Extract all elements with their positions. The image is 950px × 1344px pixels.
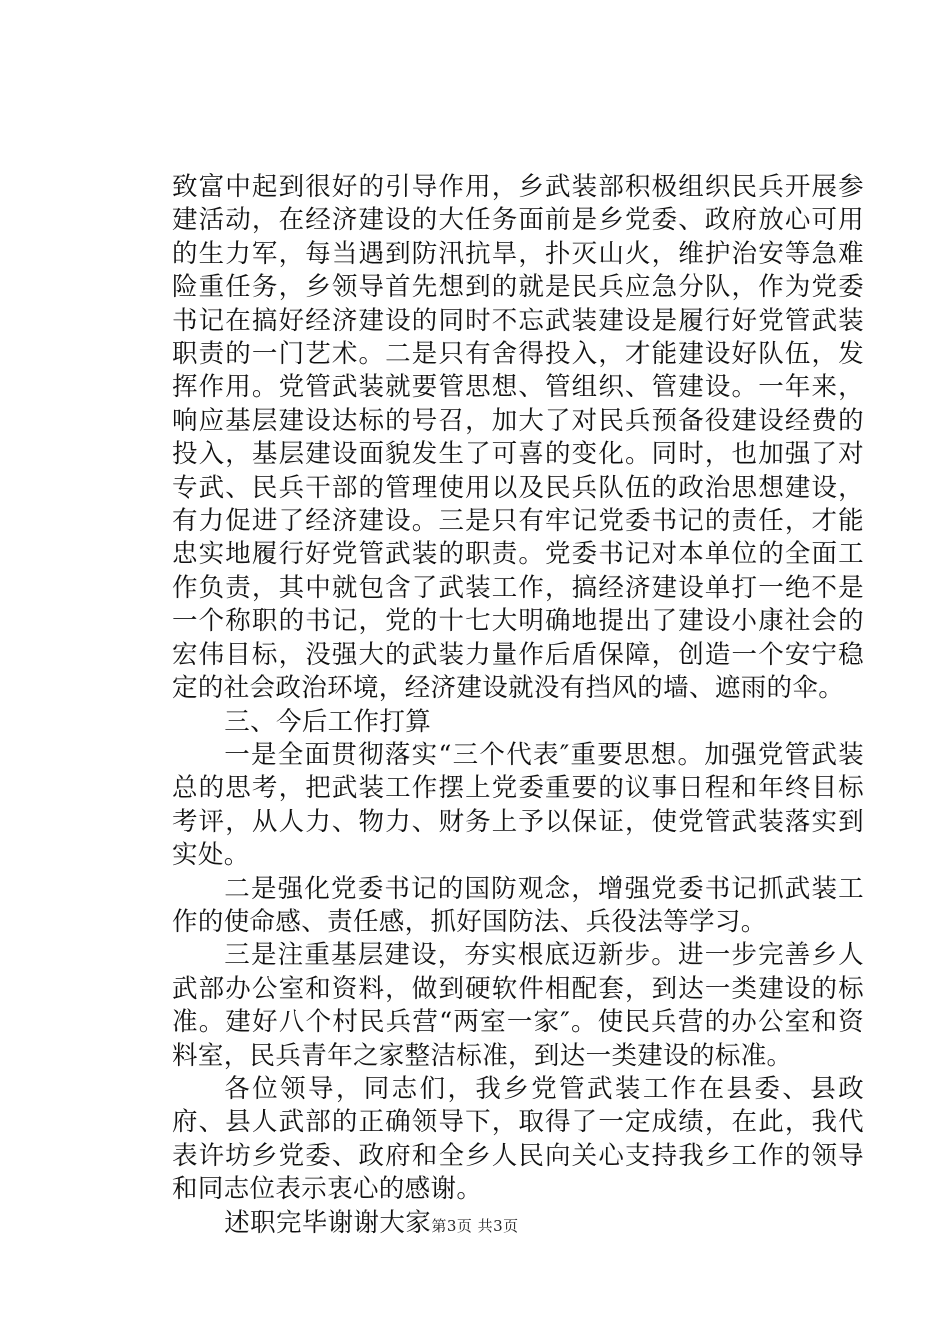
page-number-footer: 第3页 共3页 [431, 1217, 519, 1235]
body-paragraph: 一是全面贯彻落实“三个代表″重要思想。加强党管武装总的思考，把武装工作摆上党委重要的议事日程和年终目标考评，从人力、物力、财务上予以保证，使党管武装落实到实处。 [172, 739, 864, 871]
closing-line: 述职完毕谢谢大家 [224, 1207, 432, 1238]
body-paragraph: 二是强化党委书记的国防观念，增强党委书记抓武装工作的使命感、责任感，抓好国防法、兵役法等学习。 [172, 873, 864, 937]
document-body [172, 171, 864, 1240]
body-paragraph: 各位领导，同志们，我乡党管武装工作在县委、县政府、县人武部的正确领导下，取得了一定成绩，在此，我代表许坊乡党委、政府和全乡人民向关心支持我乡工作的领导和同志位表示衷心的感谢。 [172, 1073, 864, 1205]
section-heading: 三、今后工作打算 [224, 706, 432, 737]
body-paragraph: 致富中起到很好的引导作用，乡武装部积极组织民兵开展参建活动，在经济建设的大任务面前是乡党委、政府放心可用的生力军，每当遇到防汛抗旱，扑灭山火，维护治安等急难险重任务，乡领导首先想到的就是民兵应急分队，作为党委书记在搞好经济建设的同时不忘武装建设是履行好党管武装职责的一门艺术。二是只有舍得投入，才能建设好队伍，发挥作用。党管武装就要管思想、管组织、管建设。一年来，响应基层建设达标的号召，加大了对民兵预备役建设经费的投入，基层建设面貌发生了可喜的变化。同时，也加强了对专武、民兵干部的管理使用以及民兵队伍的政治思想建设，有力促进了经济建设。三是只有牢记党委书记的责任，才能忠实地履行好党管武装的职责。党委书记对本单位的全面工作负责，其中就包含了武装工作，搞经济建设单打一绝不是一个称职的书记，党的十七大明确地提出了建设小康社会的宏伟目标，没强大的武装力量作后盾保障，创造一个安宁稳定的社会政治环境，经济建设就没有挡风的墙、遮雨的伞。 [172, 172, 864, 704]
body-paragraph: 三是注重基层建设，夯实根底迈新步。进一步完善乡人武部办公室和资料，做到硬软件相配套，到达一类建设的标准。建好八个村民兵营“两室一家″。使民兵营的办公室和资料室，民兵青年之家整洁标准，到达一类建设的标准。 [172, 940, 864, 1071]
